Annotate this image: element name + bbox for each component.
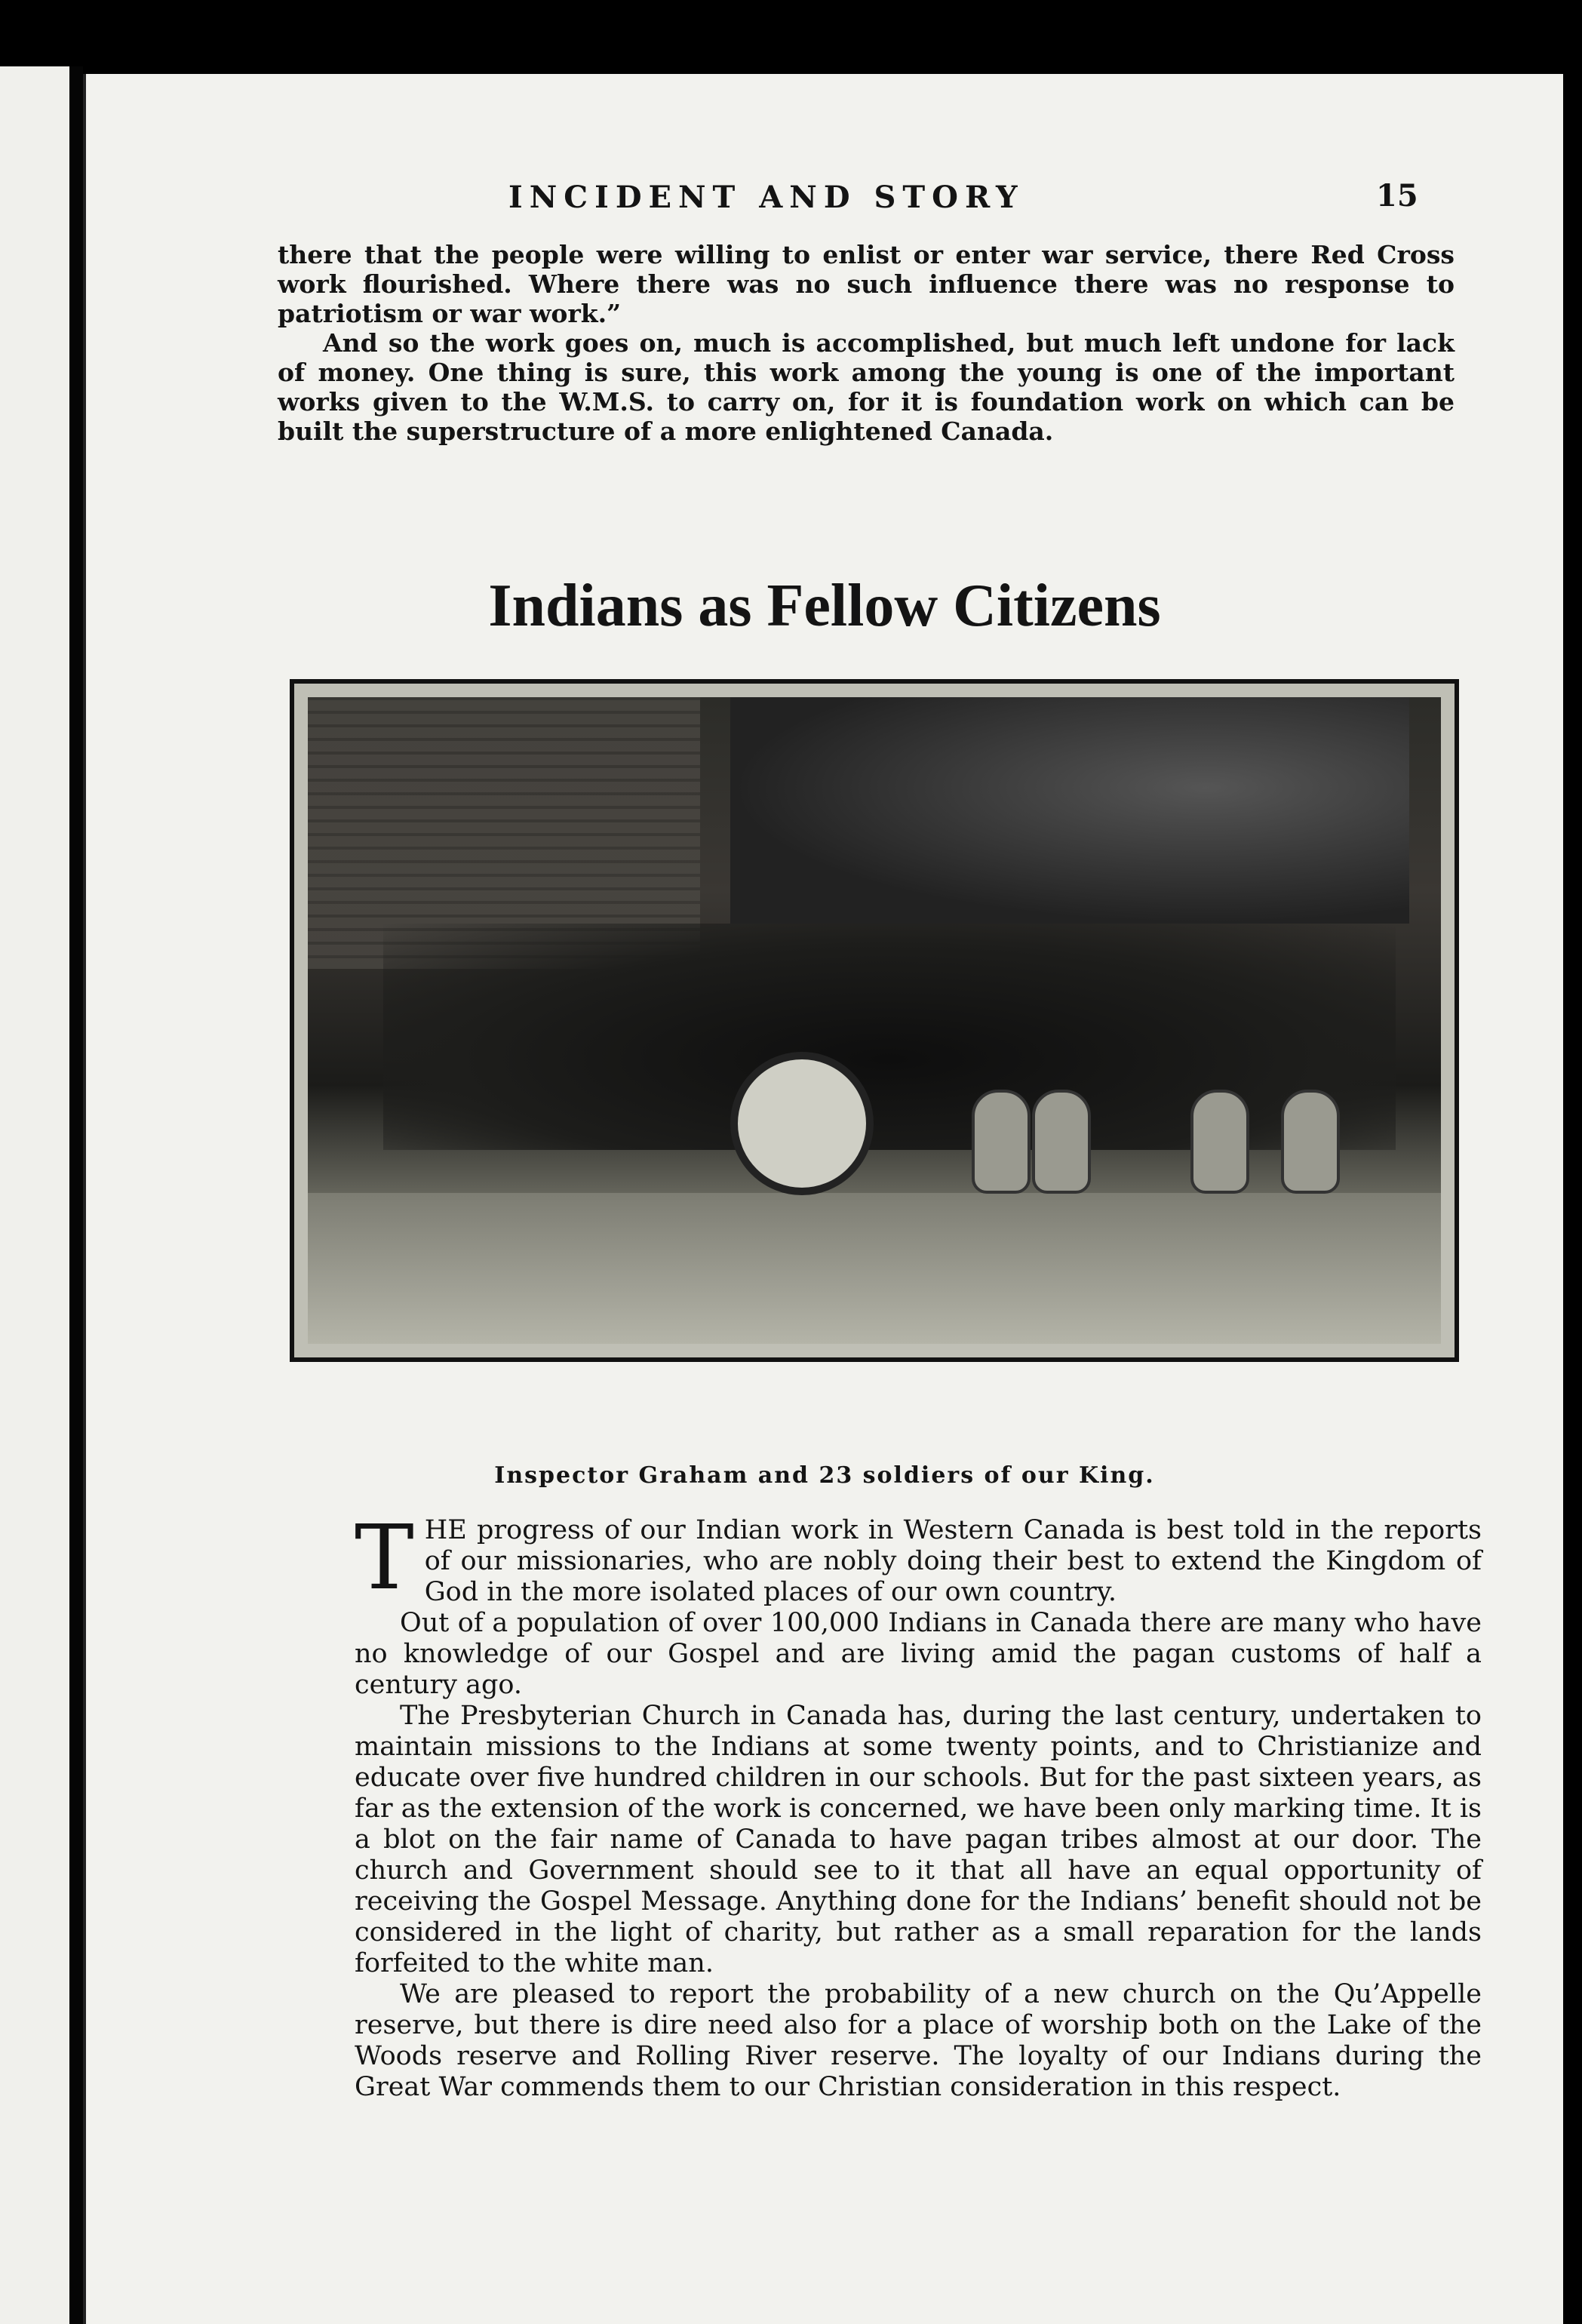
facing-page-edge: [0, 66, 69, 2324]
continued-paragraph-1: there that the people were willing to enlist or enter war service, there Red Cross work flourished. Where there was no such influence there was no response to patriotism or war work.”: [278, 240, 1455, 328]
article-paragraph-1-text: HE progress of our Indian work in Western Canada is best told in the reports of our missionaries, who are nobly doing their best to extend the Kingdom of God in the more isolated places of our own country.: [424, 1515, 1482, 1607]
article-paragraph-2: Out of a population of over 100,000 Indians in Canada there are many who have no knowledge of our Gospel and are living amid the pagan customs of half a century ago.: [355, 1608, 1482, 1700]
photo-tuba: [1032, 1090, 1091, 1194]
photo-tuba: [1190, 1090, 1249, 1194]
article-body: [355, 1505, 1482, 2103]
page-number: 15: [1376, 178, 1418, 214]
photo-tuba: [1281, 1090, 1340, 1194]
article-paragraph-4: We are pleased to report the probability of a new church on the Qu’Appelle reserve, but there is dire need also for a place of worship both on the Lake of the Woods reserve and Rolling River reserve. The loyalty of our Indians during the Great War commends them to our Christian consideration in this respect.: [355, 1979, 1482, 2102]
photo-bass-drum: [730, 1052, 874, 1195]
article-paragraph-3: The Presbyterian Church in Canada has, during the last century, undertaken to maintain missions to the Indians at some twenty points, and to Christianize and educate over five hundred children in our schools. But for the past sixteen years, as far as the extension of the work is concerned, we have been only marking time. It is a blot on the fair name of Canada to have pagan tribes almost at our door. The church and Government should see to it that all have an equal opportunity of receiving the Gospel Message. Anything done for the Indians’ benefit should not be considered in the light of charity, but rather as a small reparation for the lands forfeited to the white man.: [355, 1701, 1482, 1978]
photo-ground: [308, 1193, 1441, 1344]
drop-cap: T: [355, 1505, 414, 1609]
photo-caption: Inspector Graham and 23 soldiers of our King.: [494, 1462, 1155, 1489]
photo-tuba: [972, 1090, 1031, 1194]
photo-trees: [730, 697, 1409, 924]
band-photograph: [290, 679, 1459, 1362]
page: [83, 74, 1563, 2324]
book-gutter: [69, 66, 83, 2324]
continued-text: [278, 240, 1455, 446]
article-title: Indians as Fellow Citizens: [488, 573, 1161, 639]
article-paragraph-1: [355, 1505, 1482, 1609]
running-title: INCIDENT AND STORY: [508, 180, 1024, 215]
continued-paragraph-2: And so the work goes on, much is accomplished, but much left undone for lack of money. One thing is sure, this work among the young is one of the important works given to the W.M.S. to carry on, for it is foundation work on which can be built the superstructure of a more enlightened Canada.: [278, 328, 1455, 446]
scan-border-top: [0, 0, 1582, 66]
scan-border-right: [1560, 0, 1582, 2324]
photo-image: [308, 697, 1441, 1344]
